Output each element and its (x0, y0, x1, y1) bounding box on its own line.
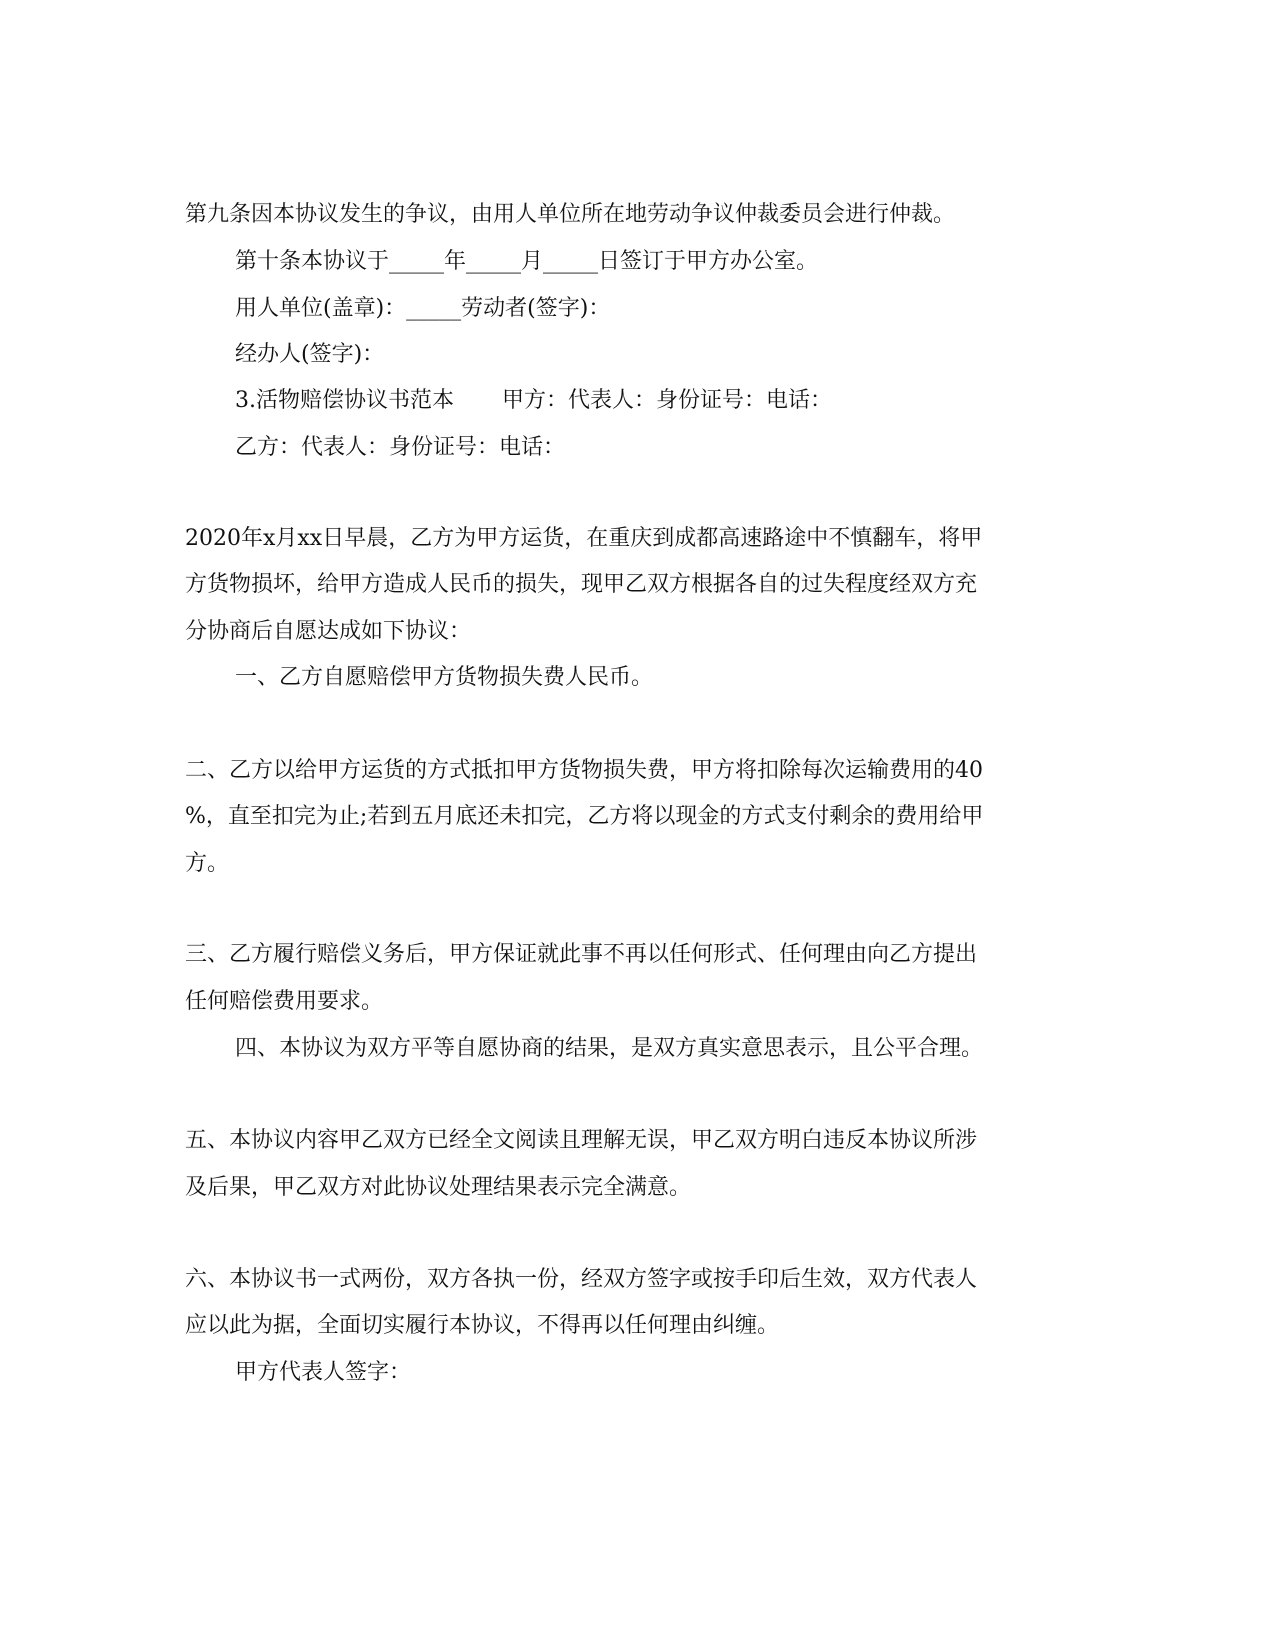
clause-three-line-1: 三、乙方履行赔偿义务后，甲方保证就此事不再以任何形式、任何理由向乙方提出 (185, 942, 978, 967)
handler-signature-line: 经办人(签字)： (235, 342, 385, 367)
clause-three-line-2: 任何赔偿费用要求。 (185, 989, 384, 1014)
clause-five-line-1: 五、本协议内容甲乙双方已经全文阅读且理解无误，甲乙双方明白违反本协议所涉 (185, 1128, 978, 1153)
incident-paragraph-line-2: 方货物损坏，给甲方造成人民币的损失，现甲乙双方根据各自的过失程度经双方充 (185, 572, 978, 597)
article-ten-line: 第十条本协议于_____年_____月_____日签订于甲方办公室。 (235, 249, 819, 274)
sample-title-party-a-line (235, 387, 832, 415)
party-a-info: 甲方：代表人：身份证号：电话： (502, 388, 833, 413)
party-a-representative-signature-line: 甲方代表人签字： (235, 1360, 412, 1385)
clause-four-line: 四、本协议为双方平等自愿协商的结果，是双方真实意思表示，且公平合理。 (235, 1036, 984, 1061)
clause-two-line-3: 方。 (185, 851, 230, 876)
incident-paragraph-line-3: 分协商后自愿达成如下协议： (185, 619, 472, 644)
employer-signature-line: 用人单位(盖章)：_____劳动者(签字)： (235, 296, 611, 321)
clause-five-line-2: 及后果，甲乙双方对此协议处理结果表示完全满意。 (185, 1175, 692, 1200)
clause-six-line-2: 应以此为据，全面切实履行本协议，不得再以任何理由纠缠。 (185, 1313, 780, 1338)
article-nine-line: 第九条因本协议发生的争议，由用人单位所在地劳动争议仲裁委员会进行仲裁。 (185, 202, 956, 227)
sample-title: 3.活物赔偿协议书范本 (235, 388, 454, 413)
party-b-info-line: 乙方：代表人：身份证号：电话： (235, 435, 566, 460)
clause-six-line-1: 六、本协议书一式两份，双方各执一份，经双方签字或按手印后生效，双方代表人 (185, 1267, 978, 1292)
clause-two-line-1: 二、乙方以给甲方运货的方式抵扣甲方货物损失费，甲方将扣除每次运输费用的40 (185, 758, 983, 783)
clause-one-line: 一、乙方自愿赔偿甲方货物损失费人民币。 (235, 665, 654, 690)
incident-paragraph-line-1: 2020年x月xx日早晨，乙方为甲方运货，在重庆到成都高速路途中不慎翻车，将甲 (185, 526, 983, 551)
clause-two-line-2: %，直至扣完为止;若到五月底还未扣完，乙方将以现金的方式支付剩余的费用给甲 (185, 804, 984, 829)
